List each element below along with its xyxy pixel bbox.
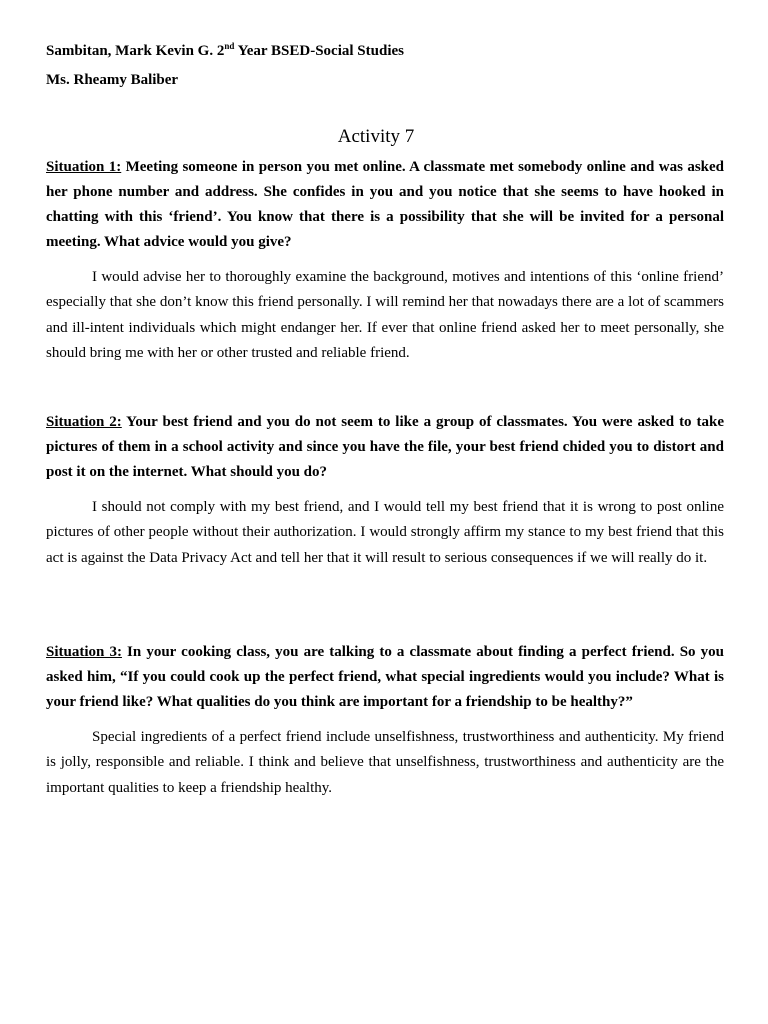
situation-2-prompt	[46, 410, 724, 485]
student-program: Year BSED-Social Studies	[234, 43, 404, 59]
situation-3-answer: Special ingredients of a perfect friend include unselfishness, trustworthiness and authenticity. My friend is jolly, responsible and reliable. I think and believe that unselfishness, trustworthiness and authenticity are the important qualities to keep a friendship healthy.	[46, 729, 724, 796]
activity-title: Activity 7	[337, 126, 415, 147]
situation-1-prompt	[46, 155, 724, 255]
student-name: Sambitan, Mark Kevin G. 2	[46, 43, 225, 59]
situation-3-question: In your cooking class, you are talking to a classmate about finding a perfect friend. So you asked him, “If you could cook up the perfect friend, what special ingredients would you include? What is your friend like? What qualities do you think are important for a friendship to be healthy?”	[46, 644, 724, 710]
situation-1-question: Meeting someone in person you met online. A classmate met somebody online and was asked her phone number and address. She confides in you and you notice that she seems to have hooked in chatting with this ‘friend’. You know that there is a possibility that she will be invited for a personal meeting. What advice would you give?	[46, 159, 724, 250]
situation-1-label: Situation 1:	[46, 159, 122, 175]
ordinal-suffix: nd	[224, 41, 235, 51]
situation-3	[46, 640, 724, 801]
situation-2-answer: I should not comply with my best friend, and I would tell my best friend that it is wrong to post online pictures of other people without their authorization. I would strongly affirm my stance to my best friend that this act is against the Data Privacy Act and tell her that it will result to serious consequences if we will really do it.	[46, 499, 724, 566]
situation-2-label: Situation 2:	[46, 414, 122, 430]
situation-2	[46, 410, 724, 571]
situation-2-question: Your best friend and you do not seem to like a group of classmates. You were asked to take pictures of them in a school activity and since you have the file, your best friend chided you to distort and post it on the internet. What should you do?	[46, 414, 724, 480]
situation-1-answer: I would advise her to thoroughly examine the background, motives and intentions of this ‘online friend’ especially that she don’t know this friend personally. I will remind her that nowadays there are a lot of scammers and ill-intent individuals which might endanger her. If ever that online friend asked her to meet personally, she should bring me with her or other trusted and reliable friend.	[46, 269, 724, 361]
situation-1	[46, 155, 724, 366]
situation-3-label: Situation 3:	[46, 644, 122, 660]
instructor-line: Ms. Rheamy Baliber	[46, 72, 179, 88]
student-info-line	[46, 43, 404, 60]
situation-3-prompt	[46, 640, 724, 715]
